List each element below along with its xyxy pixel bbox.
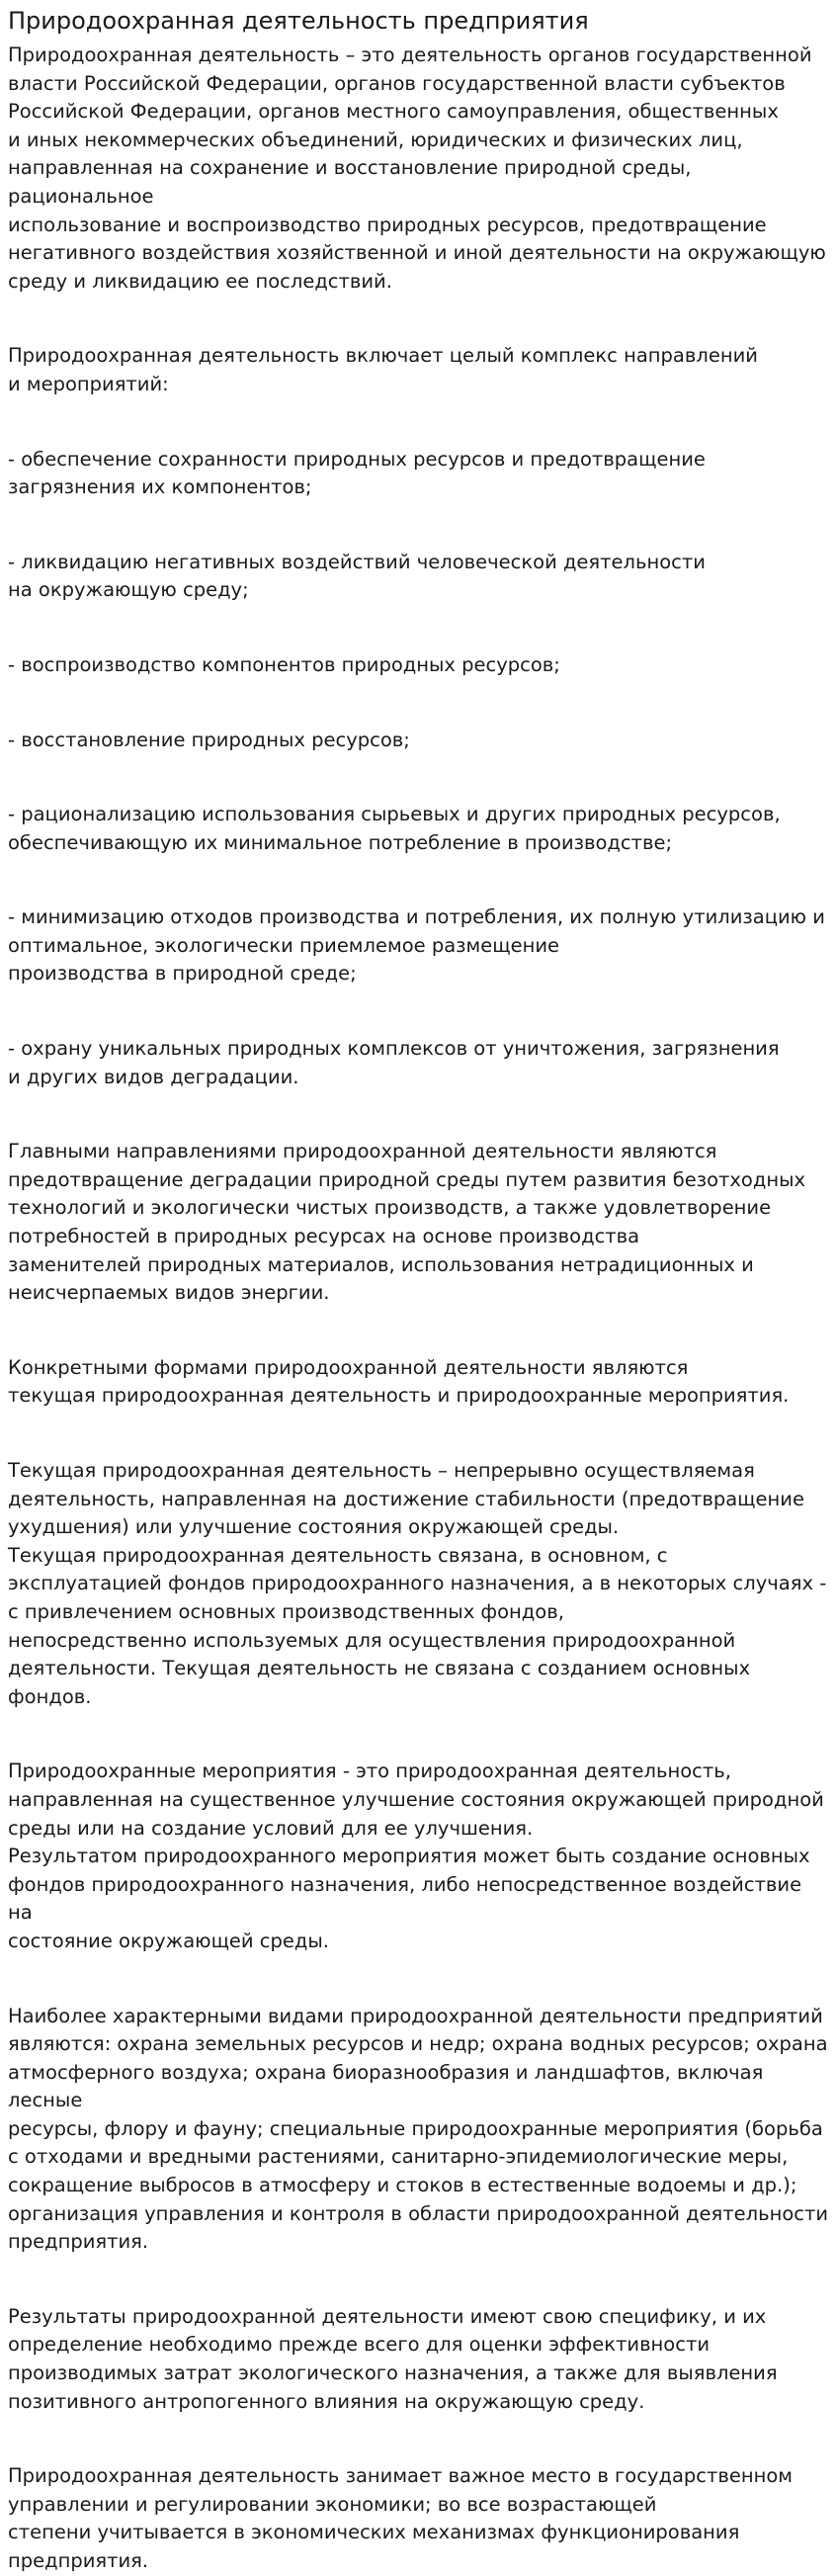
paragraph-current-activity: Текущая природоохранная деятельность – непрерывно осуществляемая деятельность, направленная на достижение стабильности (предотвращение ухудшения) или улучшение состояния окружающей среды. Текущая природоохранная деятельность связана, в основном, с эксплуатацией фондов природоохранного назначения, а в некоторых случаях - с привлечением основных производственных фондов, непосредственно используемых для осуществления природоохранной деятельности. Текущая деятельность не связана с созданием основных фондов. [8, 1459, 827, 1708]
paragraph-spacer [8, 754, 829, 801]
paragraph-forms: Конкретными формами природоохранной деятельности являются текущая природоохранная деятельность и природоохранные мероприятия. [8, 1355, 790, 1408]
paragraph-measures: Природоохранные мероприятия - это природоохранная деятельность, направленная на существенное улучшение состояния окружающей природной среды или на создание условий для ее улучшения. Результатом природоохранного мероприятия может быть создание основных фондов природоохранного назначения, либо непосредственное воздействие на состояние окружающей среды. [8, 1760, 824, 1952]
list-item-protection: - охрану уникальных природных комплексов от уничтожения, загрязнения и других видов деградации. [8, 1037, 780, 1088]
paragraph-spacer [8, 1956, 829, 2003]
paragraph-activity-types: Наиболее характерными видами природоохранной деятельности предприятий являются: охрана земельных ресурсов и недр; охрана водных ресурсов; охрана атмосферного воздуха; охрана биоразнообразия и ландшафтов, включая лесные ресурсы, флору и фауну; специальные природоохранные мероприятия (борьба с отходами и вредными растениями, санитарно-эпидемиологические меры, сокращение выбросов в атмосферу и стоков в естественные водоемы и др.); организация управления и контроля в области природоохранной деятельности предприятия. [8, 2004, 829, 2254]
paragraph-spacer [8, 502, 829, 549]
paragraph-spacer [8, 605, 829, 651]
paragraph-spacer [8, 680, 829, 727]
paragraph-definition: Природоохранная деятельность – это деятельность органов государственной власти Российской Федерации, органов государственной власти субъектов Российской Федерации, органов местного самоуправления, общественных и иных некоммерческих объединений, юридических и физических лиц, направленная на сохранение и восстановление природной среды, рациональное использование и воспроизводство природных ресурсов, предотвращение негативного воздействия хозяйственной и иной деятельности на окружающую среду и ликвидацию ее последствий. [8, 43, 826, 293]
list-item-rationalization: - рационализацию использования сырьевых и других природных ресурсов, обеспечивающую их минимальное потребление в производстве; [8, 803, 781, 854]
page-title: Природоохранная деятельность предприятия [8, 7, 589, 35]
paragraph-spacer [8, 1091, 829, 1138]
list-item-restoration: - восстановление природных ресурсов; [8, 728, 410, 751]
paragraph-spacer [8, 988, 829, 1035]
paragraph-spacer [8, 857, 829, 903]
list-item-elimination: - ликвидацию негативных воздействий человеческой деятельности на окружающую среду; [8, 550, 706, 602]
paragraph-spacer [8, 1411, 829, 1457]
paragraph-main-directions: Главными направлениями природоохранной деятельности являются предотвращение деградации природной среды путем развития безотходных технологий и экологически чистых производств, а также удовлетворение потребностей в природных ресурсах на основе производства заменителей природных материалов, использования нетрадиционных и неисчерпаемых видов энергии. [8, 1140, 806, 1305]
list-item-reproduction: - воспроизводство компонентов природных ресурсов; [8, 652, 560, 676]
paragraph-spacer [8, 2257, 829, 2303]
paragraph-spacer [8, 296, 829, 342]
paragraph-spacer [8, 2416, 829, 2462]
paragraph-spacer [8, 1711, 829, 1758]
list-item-preservation: - обеспечение сохранности природных ресурсов и предотвращение загрязнения их компонентов; [8, 447, 706, 499]
paragraph-results: Результаты природоохранной деятельности имеют свою специфику, и их определение необходимо прежде всего для оценки эффективности производимых затрат экологического назначения, а также для выявления позитивного антропогенного влияния на окружающую среду. [8, 2304, 778, 2413]
list-item-waste-minimization: - минимизацию отходов производства и потребления, их полную утилизацию и оптимальное, экологически приемлемое размещение производства в природной среде; [8, 905, 825, 986]
paragraph-spacer [8, 399, 829, 446]
paragraph-spacer [8, 1308, 829, 1354]
paragraph-conclusion: Природоохранная деятельность занимает важное место в государственном управлении и регулировании экономики; во все возрастающей степени учитывается в экономических механизмах функционирования предприятия. [8, 2464, 793, 2572]
paragraph-intro-list: Природоохранная деятельность включает целый комплекс направлений и мероприятий: [8, 344, 758, 395]
